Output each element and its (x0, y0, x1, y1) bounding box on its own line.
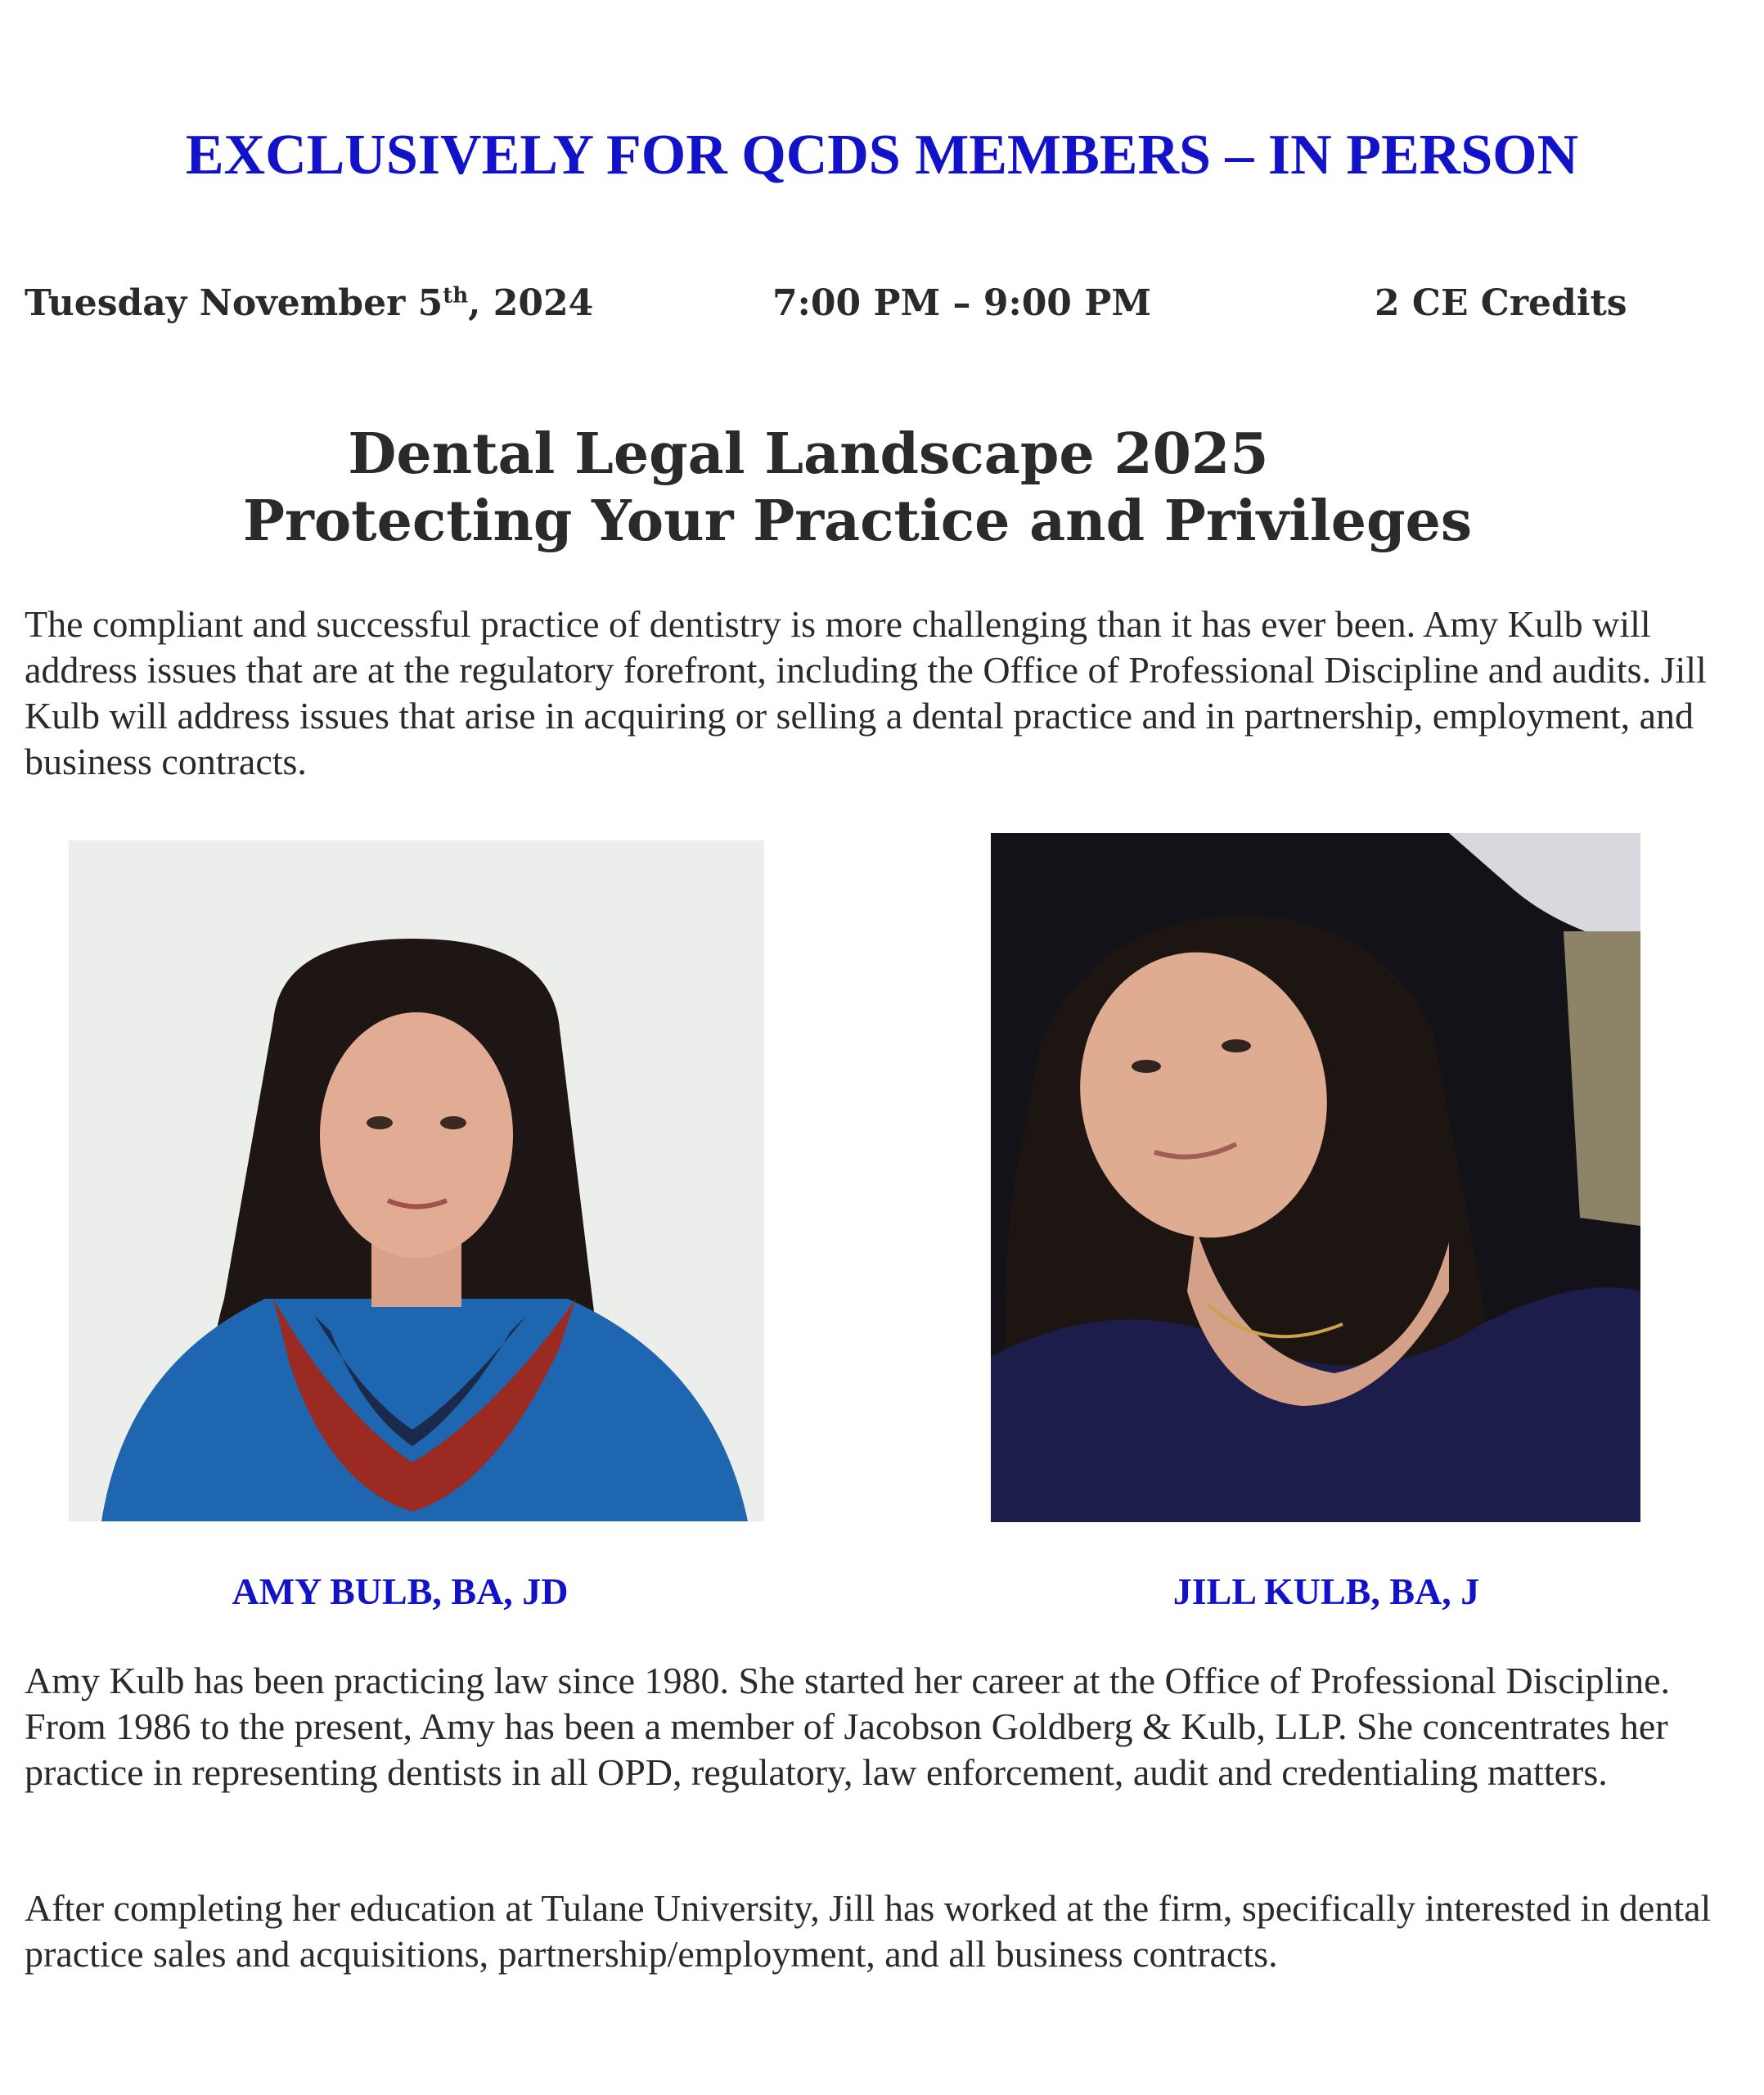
speaker-name-amy: AMY BULB, BA, JD (232, 1570, 569, 1612)
portrait-woman-navy-dress-illustration (991, 833, 1640, 1522)
course-title-line-2: Protecting Your Practice and Privileges (242, 489, 1473, 554)
course-description: The compliant and successful practice of dentistry is more challenging than it has ever been. Amy Kulb will address issues that are at the regulatory forefront, including the Office of Professional Discipline and audits. Jill Kulb will address issues that arise in acquiring or selling a dental practice and in partnership, employment, and business contracts. (25, 603, 1707, 782)
speaker-bio-amy: Amy Kulb has been practicing law since 1980. She started her career at the Office of Professional Discipline. From 1986 to the present, Amy has been a member of Jacobson Goldberg & Kulb, LLP. She concentrates her practice in representing dentists in all OPD, regulatory, law enforcement, audit and credentialing matters. (25, 1660, 1670, 1793)
event-date-ordinal: th (443, 283, 469, 309)
event-date-text: Tuesday November 5 (25, 282, 443, 324)
event-date-year: , 2024 (468, 282, 594, 324)
event-headline: EXCLUSIVELY FOR QCDS MEMBERS – IN PERSON (185, 124, 1579, 187)
speaker-photo-jill (991, 833, 1640, 1522)
event-time: 7:00 PM – 9:00 PM (772, 282, 1152, 324)
speaker-bio-jill: After completing her education at Tulane University, Jill has worked at the firm, specifically interested in dental practice sales and acquisitions, partnership/employment, and all business contracts. (25, 1887, 1712, 1975)
speaker-photo-amy (69, 840, 764, 1521)
course-title-line-1: Dental Legal Landscape 2025 (348, 421, 1269, 487)
portrait-woman-blue-top-illustration (69, 840, 764, 1521)
speaker-name-jill: JILL KULB, BA, J (1172, 1570, 1480, 1612)
event-date (25, 282, 593, 324)
event-credits: 2 CE Credits (1375, 282, 1627, 324)
